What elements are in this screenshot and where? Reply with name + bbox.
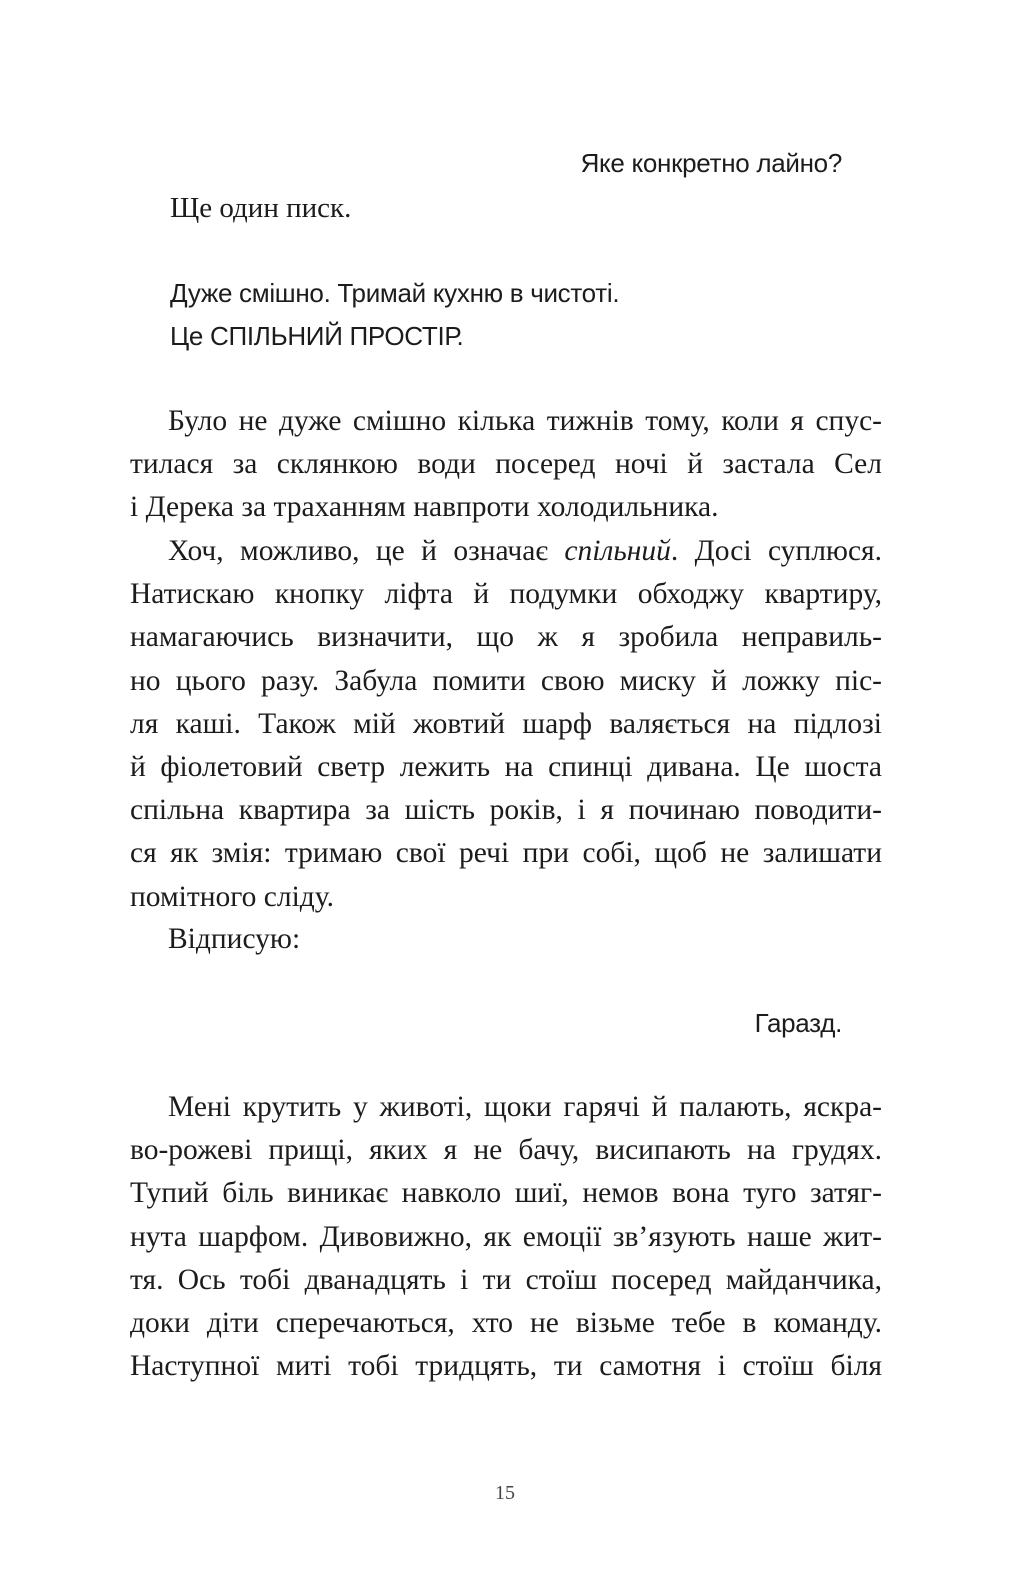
paragraph-3 — [130, 918, 882, 961]
page-number: 15 — [495, 1482, 515, 1504]
paragraph-4 — [130, 1086, 882, 1388]
text-run: . Досі суплюся. — [670, 535, 882, 567]
text-line: но цього разу. Забула помити свою миску й ложку піс- — [130, 664, 882, 697]
italic-word: спільний — [564, 535, 671, 567]
paragraph-2 — [130, 530, 882, 919]
text-line: Тупий біль виникає навколо шиї, немов вона туго затяг- — [130, 1177, 882, 1210]
text-line: тя. Ось тобі дванадцять і ти стоїш посеред майданчика, — [130, 1263, 882, 1296]
reply-message: Гаразд. — [754, 1008, 842, 1038]
text-line: Було не дуже смішно кілька тижнів тому, коли я спус- — [168, 405, 882, 437]
paragraph-1 — [130, 400, 882, 530]
outgoing-message: Ще один писк. — [170, 192, 352, 224]
text-line: спільна квартира за шість років, і я починаю поводити- — [130, 794, 882, 827]
incoming-message: Яке конкретно лайно? — [580, 148, 842, 178]
text-line: доки діти сперечаються, хто не візьме тебе в команду. — [130, 1307, 882, 1340]
text-line: Натискаю кнопку ліфта й подумки обходжу квартиру, — [130, 578, 882, 611]
text-line: й фіолетовий светр лежить на спинці дивана. Це шоста — [130, 751, 882, 784]
text-line: Наступної миті тобі тридцять, ти самотня і стоїш біля — [130, 1350, 882, 1383]
incoming-message-line-2: Це СПІЛЬНИЙ ПРОСТІР. — [170, 321, 464, 351]
text-line: во-рожеві прищі, яких я не бачу, висипають на грудях. — [130, 1134, 882, 1167]
text-line — [130, 530, 882, 573]
text-line: ля каші. Також мій жовтий шарф валяється на підлозі — [130, 707, 882, 740]
text-line: Мені крутить у животі, щоки гарячі й палають, яскра- — [168, 1091, 882, 1123]
text-line: помітного сліду. — [130, 880, 334, 913]
text-line: ся як змія: тримаю свої речі при собі, щоб не залишати — [130, 837, 882, 870]
text-line: нута шарфом. Дивовижно, як емоції зв’язують наше жит- — [130, 1220, 882, 1253]
text-line: тилася за склянкою води посеред ночі й застала Сел — [130, 448, 882, 481]
incoming-message-line-1: Дуже смішно. Тримай кухню в чистоті. — [170, 278, 620, 308]
text-line: Відписую: — [168, 923, 301, 955]
text-line: і Дерека за траханням навпроти холодильника. — [130, 491, 719, 524]
text-line: намагаючись визначити, що ж я зробила неправиль- — [130, 621, 882, 654]
text-run: Хоч, можливо, це й означає — [168, 535, 565, 567]
